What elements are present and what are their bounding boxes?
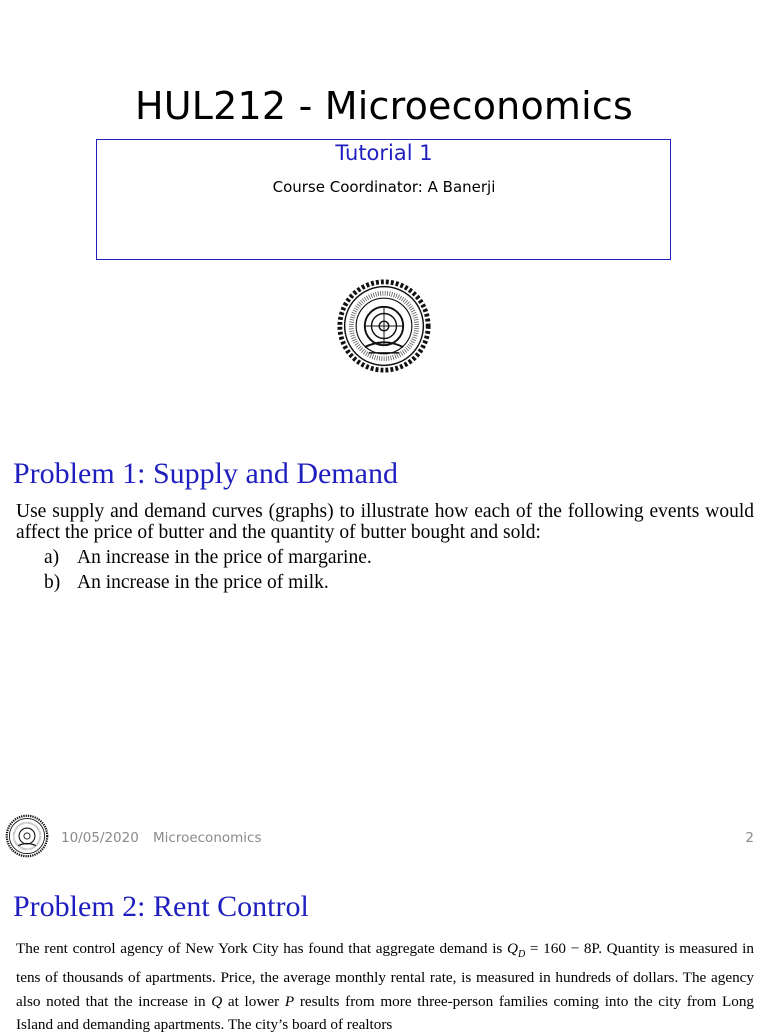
problem-1-heading: Problem 1: Supply and Demand	[13, 457, 398, 490]
demand-symbol: $Q_D$	[507, 940, 526, 961]
footer-course: Microeconomics	[153, 830, 262, 846]
list-marker: a)	[44, 547, 60, 568]
list-marker: b)	[44, 572, 61, 593]
tutorial-label: Tutorial 1	[335, 141, 433, 165]
footer-date: 10/05/2020	[61, 830, 139, 846]
iit-delhi-seal-icon	[336, 278, 432, 374]
problem-1-list	[44, 545, 744, 595]
quantity-symbol: Q	[211, 992, 223, 1010]
body-text: . Quantity is measured in tens of thousands of apartments. Price, the average monthly rental rate, is measured in hundreds of dollars. The agency also noted that the increase in	[16, 940, 754, 1010]
demand-equation: = 160 − 8P	[525, 940, 599, 957]
problem-2-body	[16, 937, 754, 1036]
price-symbol: P	[284, 992, 295, 1010]
body-text: results from more three-person families coming into the city from Long Island and demanding apartments. The city’s board of realtors	[16, 992, 755, 1033]
body-text: at lower	[222, 992, 285, 1010]
list-item-text: An increase in the price of milk.	[77, 572, 329, 593]
page-number: 2	[745, 830, 754, 846]
list-item	[44, 570, 744, 595]
course-title: HUL212 - Microeconomics	[135, 84, 633, 128]
list-item-text: An increase in the price of margarine.	[77, 547, 372, 568]
list-item	[44, 545, 744, 570]
iit-delhi-seal-icon	[5, 814, 49, 858]
body-text: The rent control agency of New York City has found that aggregate demand is	[16, 940, 508, 957]
problem-1-body: Use supply and demand curves (graphs) to illustrate how each of the following events would affect the price of butter and the quantity of butter bought and sold:	[16, 501, 754, 543]
problem-2-heading: Problem 2: Rent Control	[13, 890, 309, 923]
course-coordinator: Course Coordinator: A Banerji	[272, 178, 496, 196]
slide-footer	[0, 812, 768, 862]
